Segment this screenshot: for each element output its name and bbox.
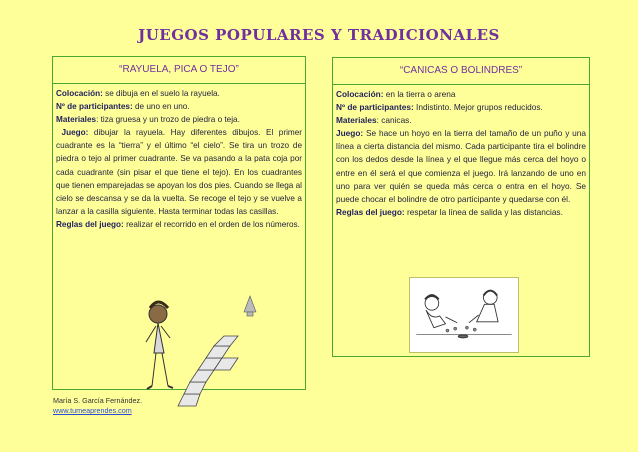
footer — [53, 396, 142, 416]
reglas-text: realizar el recorrido en el orden de los números. — [123, 219, 300, 229]
participantes-label: Nº de participantes: — [56, 102, 133, 112]
juego-label: Juego: — [336, 128, 364, 139]
materiales-label: Materiales — [336, 115, 377, 126]
canicas-heading: “CANICAS O BOLINDRES” — [333, 58, 589, 85]
juego-text: dibujar la rayuela. Hay diferentes dibujos. El primer cuadrante es la “tierra” y el último “el cielo”. Se tira un trozo de piedra o tejo al primer cuadrante. Se va pasando a la pata coja por cada cuadrante (sin pisar el que tiene el tejo). En los cuadrantes que tienen emparejadas se apoyan los dos pies. Cuando se llega al cielo se descansa y se da la vuelta. Se recoge el tejo y se vuelve a lanzar a la casilla siguiente. Hasta terminar todas las casillas. — [56, 128, 302, 216]
rayuela-card — [52, 56, 306, 390]
participantes-text: de uno en uno. — [132, 102, 190, 112]
materiales-text: : canicas. — [376, 115, 412, 126]
colocacion-label: Colocación: — [56, 89, 103, 98]
website-link[interactable]: www.tumeaprendes.com — [53, 406, 132, 415]
reglas-label: Reglas del juego: — [56, 219, 124, 229]
juego-label: Juego: — [61, 128, 89, 138]
colocacion-text: en la tierra o arena — [383, 89, 456, 99]
reglas-text: respetar la línea de salida y las distancias. — [404, 206, 563, 217]
colocacion-text: se dibuja en el suelo la rayuela. — [102, 89, 220, 98]
canicas-body — [333, 85, 589, 219]
canicas-card — [332, 57, 590, 357]
rayuela-heading: “RAYUELA, PICA O TEJO” — [53, 57, 305, 84]
juego-text: Se hace un hoyo en la tierra del tamaño de un puño y una línea a cierta distancia del mismo. Cada participante tira el bolindre con los dedos desde la línea y el que llegue más cerca del hoyo o entre en él será el que comienza el juego. Irá lanzando de uno en uno para ver quién se queda más cerca o entra en el hoyo. Se puede chocar el bolindre de otro participante y quedarse con él. — [336, 128, 586, 204]
materiales-text: : tiza gruesa y un trozo de piedra o teja. — [96, 115, 240, 125]
reglas-label: Reglas del juego: — [336, 206, 405, 217]
hopscotch-illustration — [128, 294, 288, 414]
participantes-text: Indistinto. Mejor grupos reducidos. — [413, 102, 543, 113]
marbles-illustration — [409, 277, 519, 353]
colocacion-label: Colocación: — [336, 89, 384, 99]
author-name: María S. García Fernández. — [53, 396, 143, 405]
page-title: JUEGOS POPULARES Y TRADICIONALES — [138, 26, 500, 44]
participantes-label: Nº de participantes: — [336, 102, 414, 113]
materiales-label: Materiales — [56, 115, 97, 125]
rayuela-body — [53, 84, 305, 231]
